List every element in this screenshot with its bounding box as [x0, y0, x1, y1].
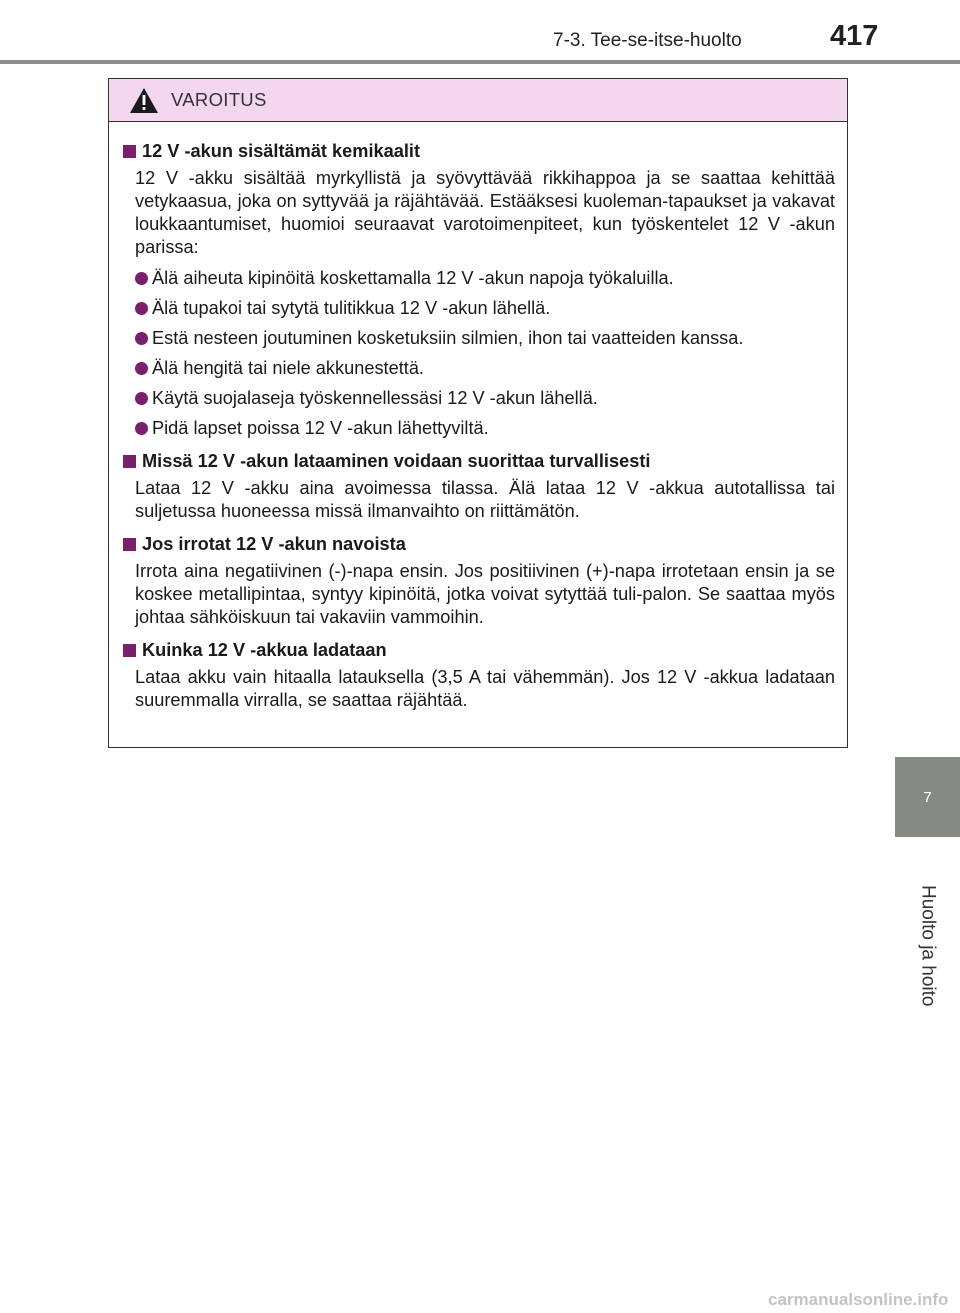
list-item: Pidä lapset poissa 12 V -akun lähettyviltä.	[135, 417, 835, 440]
section-title: Missä 12 V -akun lataaminen voidaan suorittaa turvallisesti	[142, 451, 651, 471]
round-bullet-icon	[135, 392, 148, 405]
section-title: Kuinka 12 V -akkua ladataan	[142, 640, 387, 660]
round-bullet-icon	[135, 302, 148, 315]
section-how-to-charge	[123, 637, 835, 712]
square-bullet-icon	[123, 455, 136, 468]
warning-body	[109, 122, 847, 712]
section-title: Jos irrotat 12 V -akun navoista	[142, 534, 406, 554]
square-bullet-icon	[123, 644, 136, 657]
warning-triangle-icon	[129, 87, 159, 114]
chapter-label-area	[895, 838, 960, 1053]
list-item: Käytä suojalaseja työskennellessäsi 12 V -akun lähellä.	[135, 387, 835, 410]
round-bullet-icon	[135, 422, 148, 435]
round-bullet-icon	[135, 362, 148, 375]
section-title: 12 V -akun sisältämät kemikaalit	[142, 141, 421, 161]
section-text: Lataa 12 V -akku aina avoimessa tilassa. Älä lataa 12 V -akkua autotallissa tai suljetussa huoneessa missä ilmanvaihto on riittämätön.	[135, 478, 835, 521]
bullet-list	[135, 267, 835, 440]
page-number: 417	[830, 20, 879, 52]
chapter-number: 7	[923, 788, 932, 806]
square-bullet-icon	[123, 538, 136, 551]
watermark: carmanualsonline.info	[768, 1290, 949, 1309]
section-disconnect	[123, 531, 835, 629]
round-bullet-icon	[135, 332, 148, 345]
list-item: Älä tupakoi tai sytytä tulitikkua 12 V -akun lähellä.	[135, 297, 835, 320]
warning-label: VAROITUS	[171, 89, 267, 110]
header-rule	[0, 60, 960, 64]
section-text: Lataa akku vain hitaalla latauksella (3,5 A tai vähemmän). Jos 12 V -akkua ladataan suuremmalla virralla, se saattaa räjähtää.	[135, 667, 835, 710]
square-bullet-icon	[123, 145, 136, 158]
warning-box	[108, 78, 848, 748]
round-bullet-icon	[135, 272, 148, 285]
warning-header	[109, 79, 847, 122]
list-item: Älä aiheuta kipinöitä koskettamalla 12 V -akun napoja työkaluilla.	[135, 267, 835, 290]
header-section: 7-3. Tee-se-itse-huolto	[553, 30, 742, 51]
list-item: Älä hengitä tai niele akkunestettä.	[135, 357, 835, 380]
section-chemicals	[123, 138, 835, 440]
section-text: 12 V -akku sisältää myrkyllistä ja syövyttävää rikkihappoa ja se saattaa kehittää vetykaasua, joka on syttyvää ja räjähtävää. Estääksesi kuoleman-tapaukset ja vakavat loukkaantumiset, huomioi seuraavat varotoimenpiteet, kun työskentelet 12 V -akun parissa:	[135, 168, 835, 257]
section-text: Irrota aina negatiivinen (-)-napa ensin. Jos positiivinen (+)-napa irrotetaan ensin ja se koskee metallipintaa, syntyy kipinöitä, jotka voivat sytyttää tuli-palon. Se saattaa myös johtaa sähköiskuun tai vakaviin vammoihin.	[135, 561, 835, 627]
chapter-label: Huolto ja hoito	[917, 884, 939, 1007]
chapter-tab	[895, 757, 960, 837]
list-item: Estä nesteen joutuminen kosketuksiin silmien, ihon tai vaatteiden kanssa.	[135, 327, 835, 350]
section-charging-location	[123, 448, 835, 523]
